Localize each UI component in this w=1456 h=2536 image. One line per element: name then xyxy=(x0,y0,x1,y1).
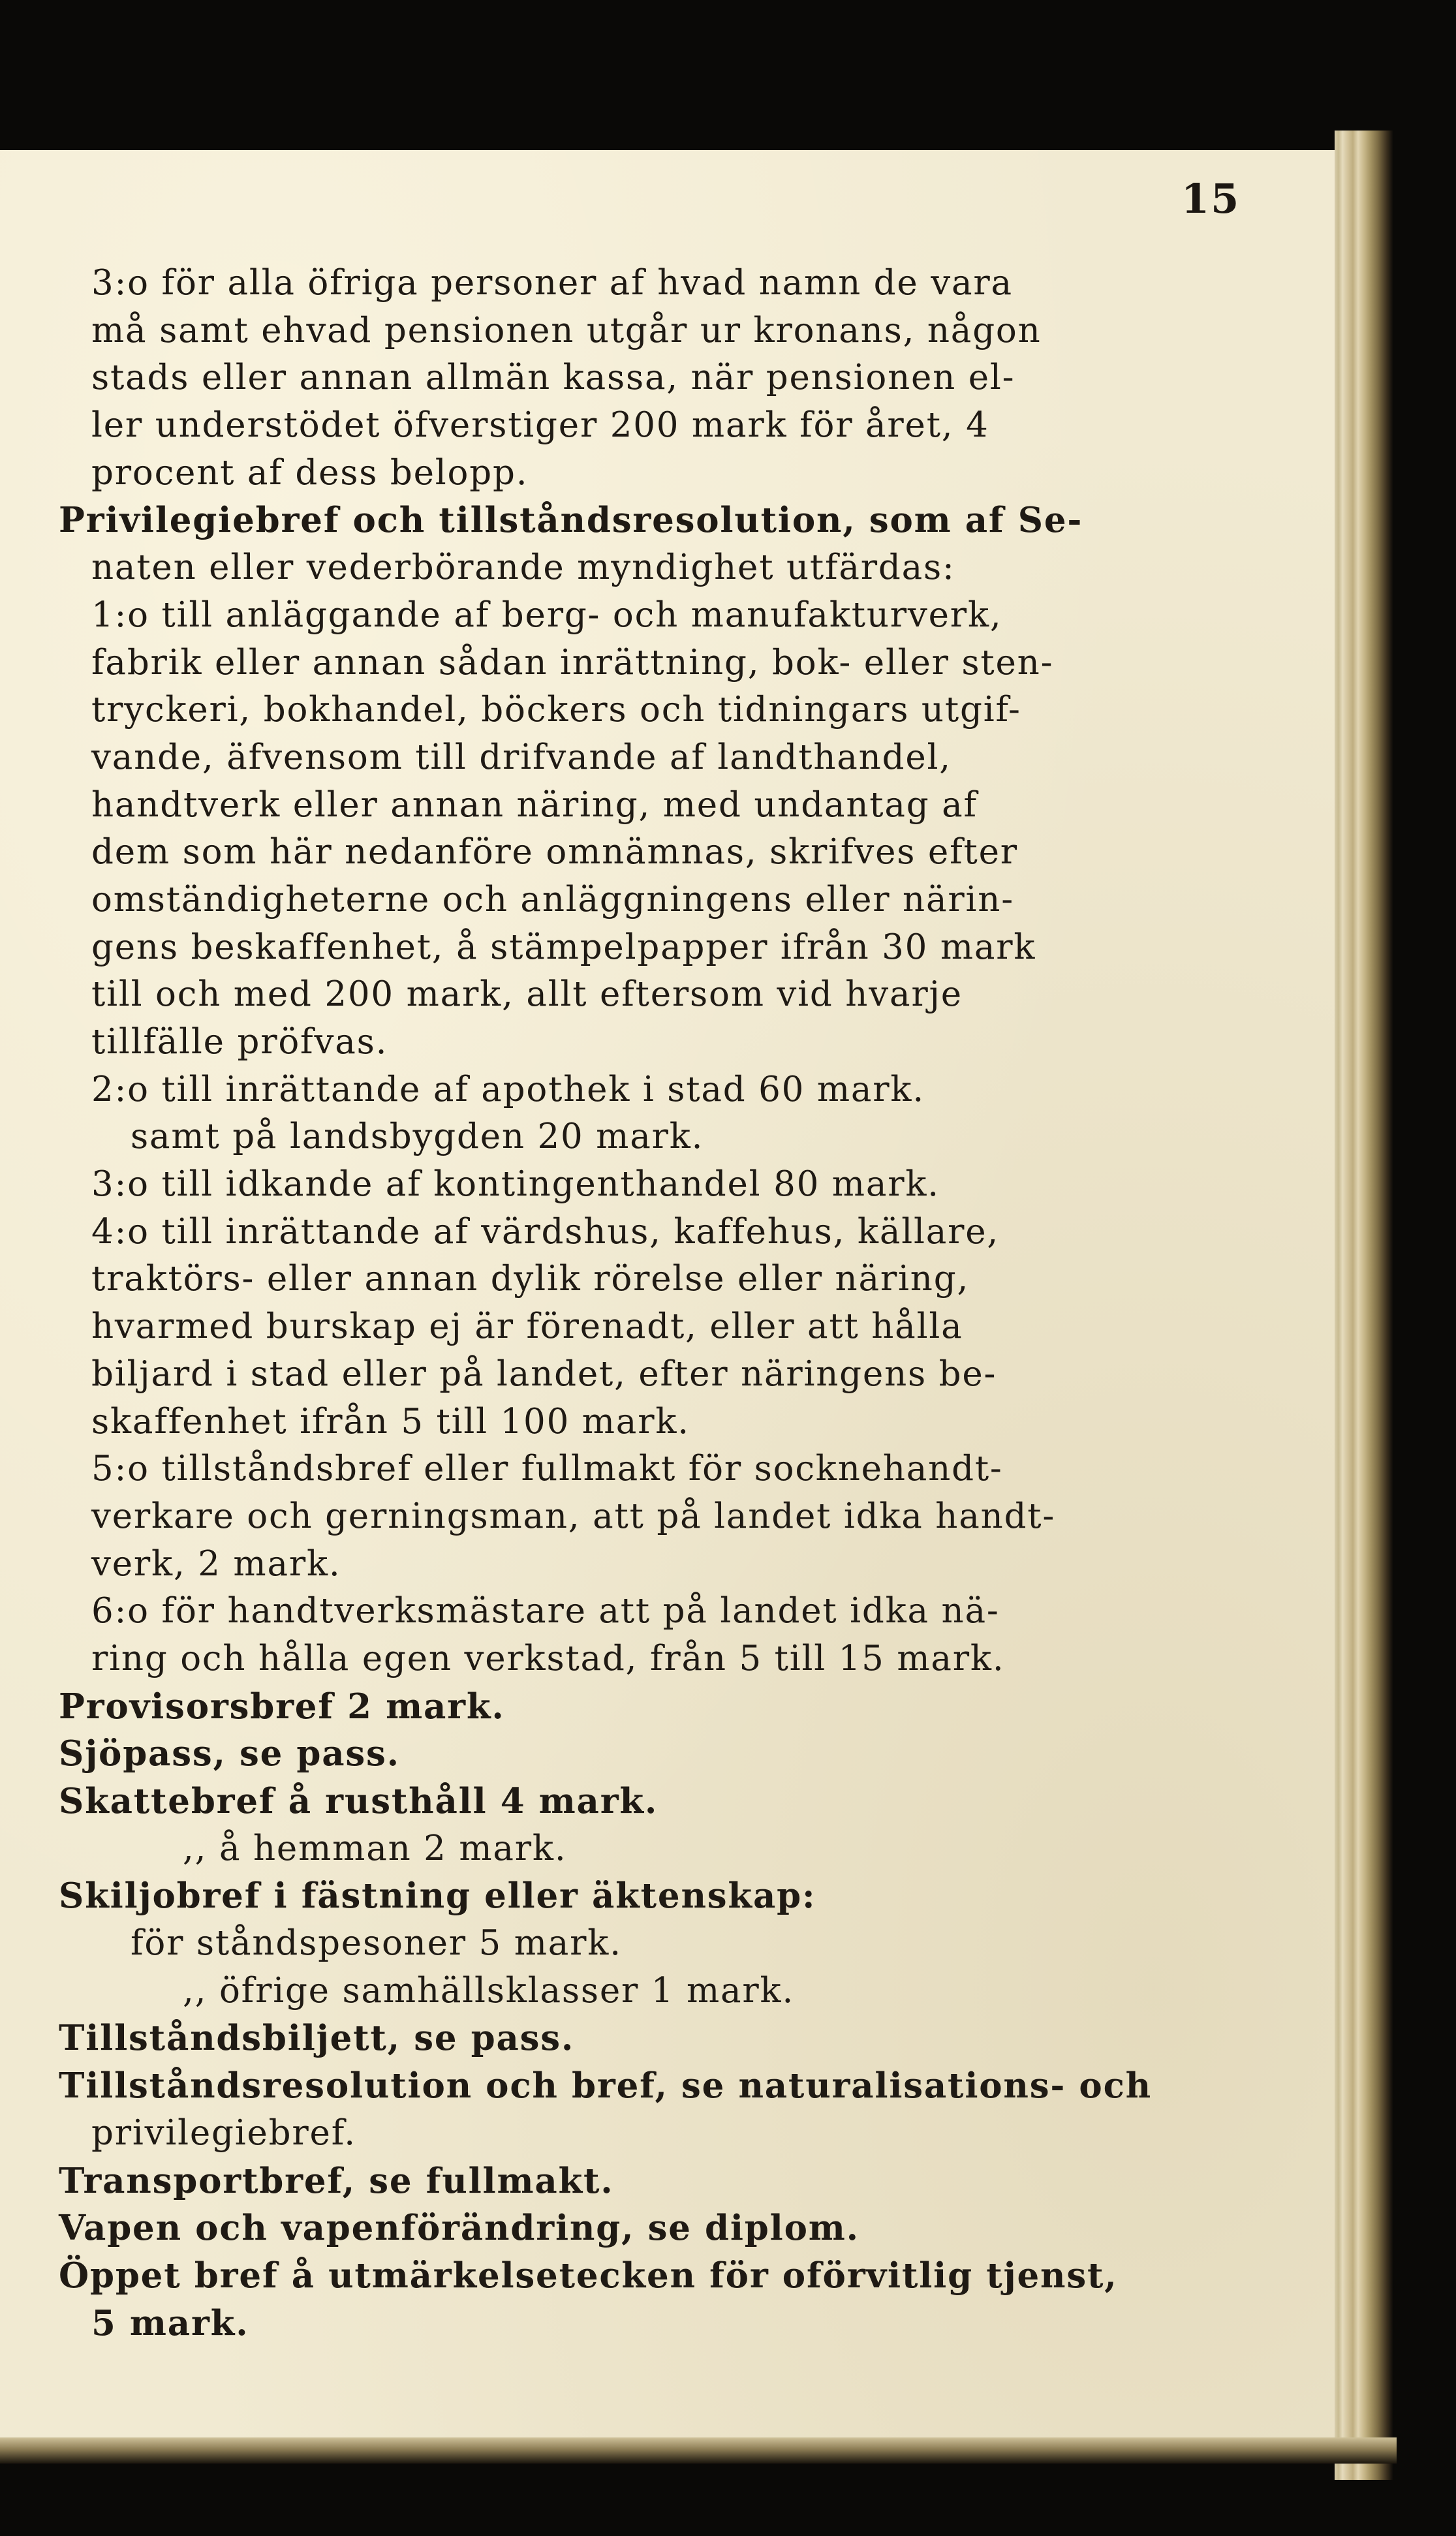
text-line: vande, äfvensom till drifvande af landthandel, xyxy=(91,737,952,777)
entry-heading-line: Skiljobref i fästning eller äktenskap: xyxy=(59,1876,816,1917)
text-line: samt på landsbygden 20 mark. xyxy=(131,1117,704,1157)
entry-heading-line: Tillståndsresolution och bref, se naturalisations- och xyxy=(59,2065,1152,2107)
text-line: tryckeri, bokhandel, böckers och tidningars utgif- xyxy=(91,690,1021,730)
entry-heading-line: Provisorsbref 2 mark. xyxy=(59,1686,505,1727)
text-line: ler understödet öfverstiger 200 mark för året, 4 xyxy=(91,405,989,446)
text-line: handtverk eller annan näring, med undantag af xyxy=(91,784,978,825)
entry-heading-line: Öppet bref å utmärkelsetecken för oförvitlig tjenst, xyxy=(59,2255,1118,2296)
page-body-text xyxy=(59,260,1286,2347)
text-line: 4:o till inrättande af värdshus, kaffehus, källare, xyxy=(91,1211,1000,1252)
text-line: privilegiebref. xyxy=(91,2112,356,2153)
text-line: 2:o till inrättande af apothek i stad 60 mark. xyxy=(91,1069,925,1109)
text-line: 1:o till anläggande af berg- och manufakturverk, xyxy=(91,595,1002,635)
page-edge-right xyxy=(1335,131,1393,2480)
text-line: må samt ehvad pensionen utgår ur kronans, någon xyxy=(91,310,1042,350)
text-line: till och med 200 mark, allt eftersom vid hvarje xyxy=(91,974,963,1015)
text-line: 5:o tillståndsbref eller fullmakt för socknehandt- xyxy=(91,1449,1003,1489)
text-line: omständigheterne och anläggningens eller närin- xyxy=(91,879,1014,920)
text-line: för ståndspesoner 5 mark. xyxy=(131,1923,622,1964)
text-line: 3:o för alla öfriga personer af hvad namn de vara xyxy=(91,263,1013,303)
text-line: verkare och gerningsman, att på landet idka handt- xyxy=(91,1496,1056,1536)
text-line: traktörs- eller annan dylik rörelse eller näring, xyxy=(91,1259,970,1299)
entry-heading-line: Vapen och vapenförändring, se diplom. xyxy=(59,2208,860,2249)
entry-heading-line: Sjöpass, se pass. xyxy=(59,1733,400,1774)
text-line: stads eller annan allmän kassa, när pensionen el- xyxy=(91,358,1015,398)
entry-heading-line: Skattebref å rusthåll 4 mark. xyxy=(59,1781,658,1821)
book-bottom-edge xyxy=(0,2437,1397,2464)
text-line: verk, 2 mark. xyxy=(91,1543,341,1584)
text-line: tillfälle pröfvas. xyxy=(91,1022,388,1062)
text-line: ,, å hemman 2 mark. xyxy=(183,1828,567,1868)
entry-heading-line: Tillståndsbiljett, se pass. xyxy=(59,2018,575,2059)
text-line: gens beskaffenhet, å stämpelpapper ifrån 30 mark xyxy=(91,927,1036,967)
text-line: 3:o till idkande af kontingenthandel 80 mark. xyxy=(91,1164,940,1205)
text-line: naten eller vederbörande myndighet utfärdas: xyxy=(91,548,955,588)
entry-heading-line: Privilegiebref och tillståndsresolution, som af Se- xyxy=(59,500,1083,541)
text-line: ring och hålla egen verkstad, från 5 till 15 mark. xyxy=(91,1638,1005,1678)
entry-heading-line: Transportbref, se fullmakt. xyxy=(59,2160,614,2201)
text-line: biljard i stad eller på landet, efter näringens be- xyxy=(91,1353,997,1394)
text-line: skaffenhet ifrån 5 till 100 mark. xyxy=(91,1401,690,1442)
text-line: fabrik eller annan sådan inrättning, bok- eller sten- xyxy=(91,642,1054,683)
text-line: dem som här nedanföre omnämnas, skrifves efter xyxy=(91,832,1018,873)
text-line: procent af dess belopp. xyxy=(91,452,529,493)
text-line: hvarmed burskap ej är förenadt, eller att hålla xyxy=(91,1307,963,1347)
text-line: 5 mark. xyxy=(91,2302,249,2343)
text-line: ,, öfrige samhällsklasser 1 mark. xyxy=(183,1970,795,2011)
text-line: 6:o för handtverksmästare att på landet idka nä- xyxy=(91,1591,1000,1631)
page-number: 15 xyxy=(1181,175,1241,223)
